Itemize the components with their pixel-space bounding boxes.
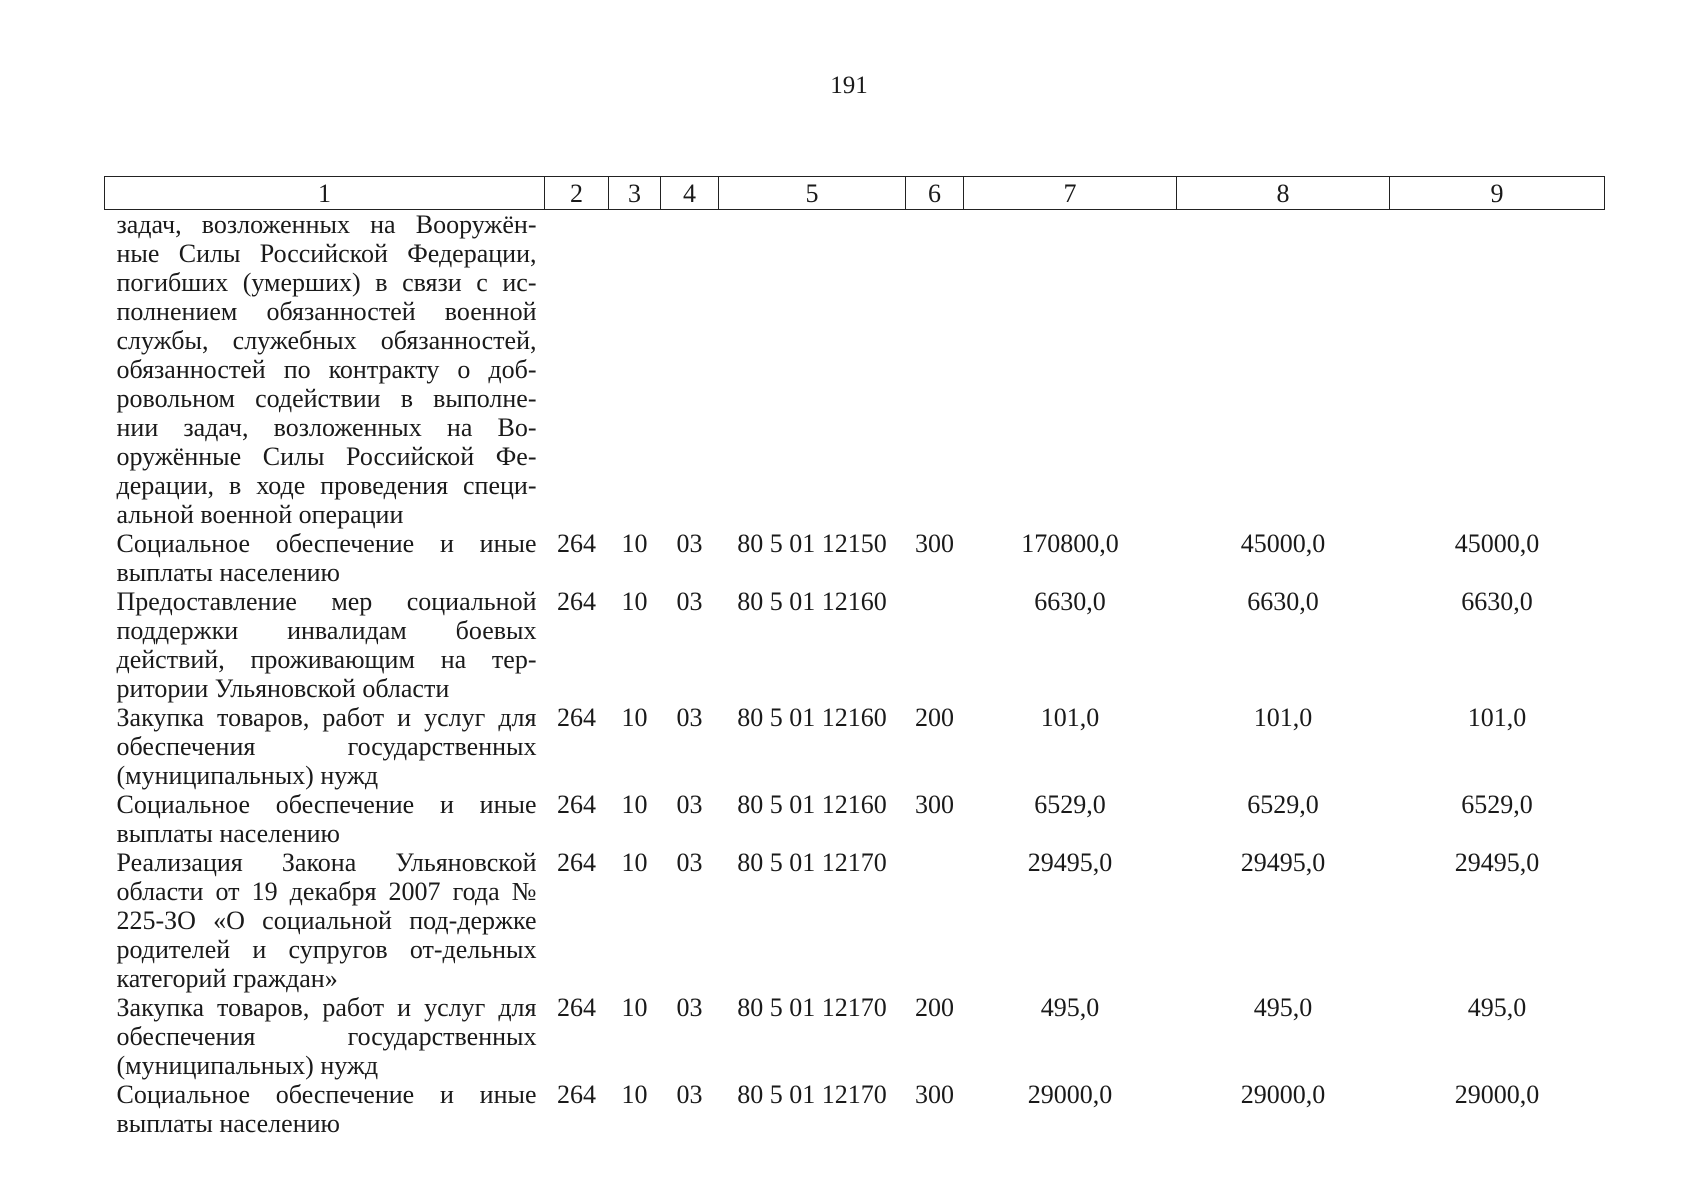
row-col-9: 29000,0 [1454,1080,1540,1109]
row-name: Социальное обеспечение и иные выплаты населению [116,790,537,848]
row-col-4 [661,210,719,530]
header-col-5: 5 [719,177,906,210]
row-col-8: 101,0 [1253,703,1313,732]
table-row [105,848,1605,993]
row-col-9: 495,0 [1467,993,1527,1022]
row-col-3: 10 [621,790,648,819]
row-col-3: 10 [621,1080,648,1109]
row-col-7: 29495,0 [1027,848,1113,877]
row-col-2: 264 [557,703,596,732]
row-name: Закупка товаров, работ и услуг для обеспечения государственных (муниципальных) нужд [116,703,537,790]
row-col-3 [609,210,661,530]
row-col-5 [719,210,906,530]
row-col-5: 80 5 01 12170 [737,993,887,1022]
row-col-5: 80 5 01 12160 [737,703,887,732]
row-col-6 [906,848,964,993]
row-col-6 [906,587,964,703]
row-col-7: 495,0 [1040,993,1100,1022]
row-col-5: 80 5 01 12160 [737,587,887,616]
table-body [105,210,1605,1139]
row-col-4: 03 [676,993,703,1022]
row-col-4: 03 [676,587,703,616]
row-col-8 [1177,210,1390,530]
row-col-3: 10 [621,993,648,1022]
row-col-9: 29495,0 [1454,848,1540,877]
row-col-6: 300 [915,1080,954,1109]
row-col-3: 10 [621,587,648,616]
table-row [105,210,1605,530]
row-col-6 [906,210,964,530]
table-row [105,703,1605,790]
row-col-7: 6630,0 [1034,587,1106,616]
table-row [105,1080,1605,1138]
row-name: Социальное обеспечение и иные выплаты населению [116,529,537,587]
row-col-9: 45000,0 [1454,529,1540,558]
row-col-4: 03 [676,790,703,819]
row-col-5: 80 5 01 12170 [737,848,887,877]
row-col-7: 6529,0 [1034,790,1106,819]
budget-table [104,176,1605,1138]
row-col-7: 170800,0 [1021,529,1119,558]
row-col-5: 80 5 01 12150 [737,529,887,558]
row-col-8: 495,0 [1253,993,1313,1022]
row-col-5: 80 5 01 12160 [737,790,887,819]
row-col-8: 6529,0 [1247,790,1319,819]
row-col-3: 10 [621,529,648,558]
row-name: Реализация Закона Ульяновской области от 19 декабря 2007 года № 225-ЗО «О социальной под-держке родителей и супругов от-дельных категорий граждан» [116,848,537,993]
row-name: Социальное обеспечение и иные выплаты населению [116,1080,537,1138]
row-col-8: 6630,0 [1247,587,1319,616]
table-row [105,529,1605,587]
row-col-8: 45000,0 [1240,529,1326,558]
row-col-7: 29000,0 [1027,1080,1113,1109]
header-col-1: 1 [105,177,545,210]
header-col-3: 3 [609,177,661,210]
row-col-9: 6630,0 [1461,587,1533,616]
row-col-2: 264 [557,587,596,616]
row-col-7 [964,210,1177,530]
header-col-2: 2 [545,177,609,210]
row-col-9 [1390,210,1605,530]
header-col-6: 6 [906,177,964,210]
table-row [105,587,1605,703]
row-col-2: 264 [557,529,596,558]
header-row [105,177,1605,210]
row-col-8: 29495,0 [1240,848,1326,877]
row-col-3: 10 [621,703,648,732]
row-col-4: 03 [676,848,703,877]
table-row [105,790,1605,848]
row-col-9: 101,0 [1467,703,1527,732]
header-col-9: 9 [1390,177,1605,210]
row-col-8: 29000,0 [1240,1080,1326,1109]
row-col-9: 6529,0 [1461,790,1533,819]
row-col-7: 101,0 [1040,703,1100,732]
header-col-8: 8 [1177,177,1390,210]
header-col-7: 7 [964,177,1177,210]
row-col-2: 264 [557,790,596,819]
row-col-2: 264 [557,993,596,1022]
row-col-3: 10 [621,848,648,877]
row-col-6: 200 [915,703,954,732]
header-col-4: 4 [661,177,719,210]
table-row [105,993,1605,1080]
row-name: задач, возложенных на Вооружён-ные Силы Российской Федерации, погибших (умерших) в связи с ис-полнением обязанностей военной службы, служебных обязанностей, обязанностей по контракту о доб-ровольном содействии в выполне-нии задач, возложенных на Во-оружённые Силы Российской Фе-дерации, в ходе проведения специ-альной военной операции [116,210,537,529]
row-col-2: 264 [557,1080,596,1109]
row-col-6: 200 [915,993,954,1022]
row-col-4: 03 [676,703,703,732]
row-col-6: 300 [915,790,954,819]
row-name: Предоставление мер социальной поддержки инвалидам боевых действий, проживающим на тер-ритории Ульяновской области [116,587,537,703]
row-col-2 [545,210,609,530]
row-col-5: 80 5 01 12170 [737,1080,887,1109]
page-number: 191 [830,72,868,99]
row-name: Закупка товаров, работ и услуг для обеспечения государственных (муниципальных) нужд [116,993,537,1080]
row-col-6: 300 [915,529,954,558]
row-col-2: 264 [557,848,596,877]
row-col-4: 03 [676,1080,703,1109]
row-col-4: 03 [676,529,703,558]
